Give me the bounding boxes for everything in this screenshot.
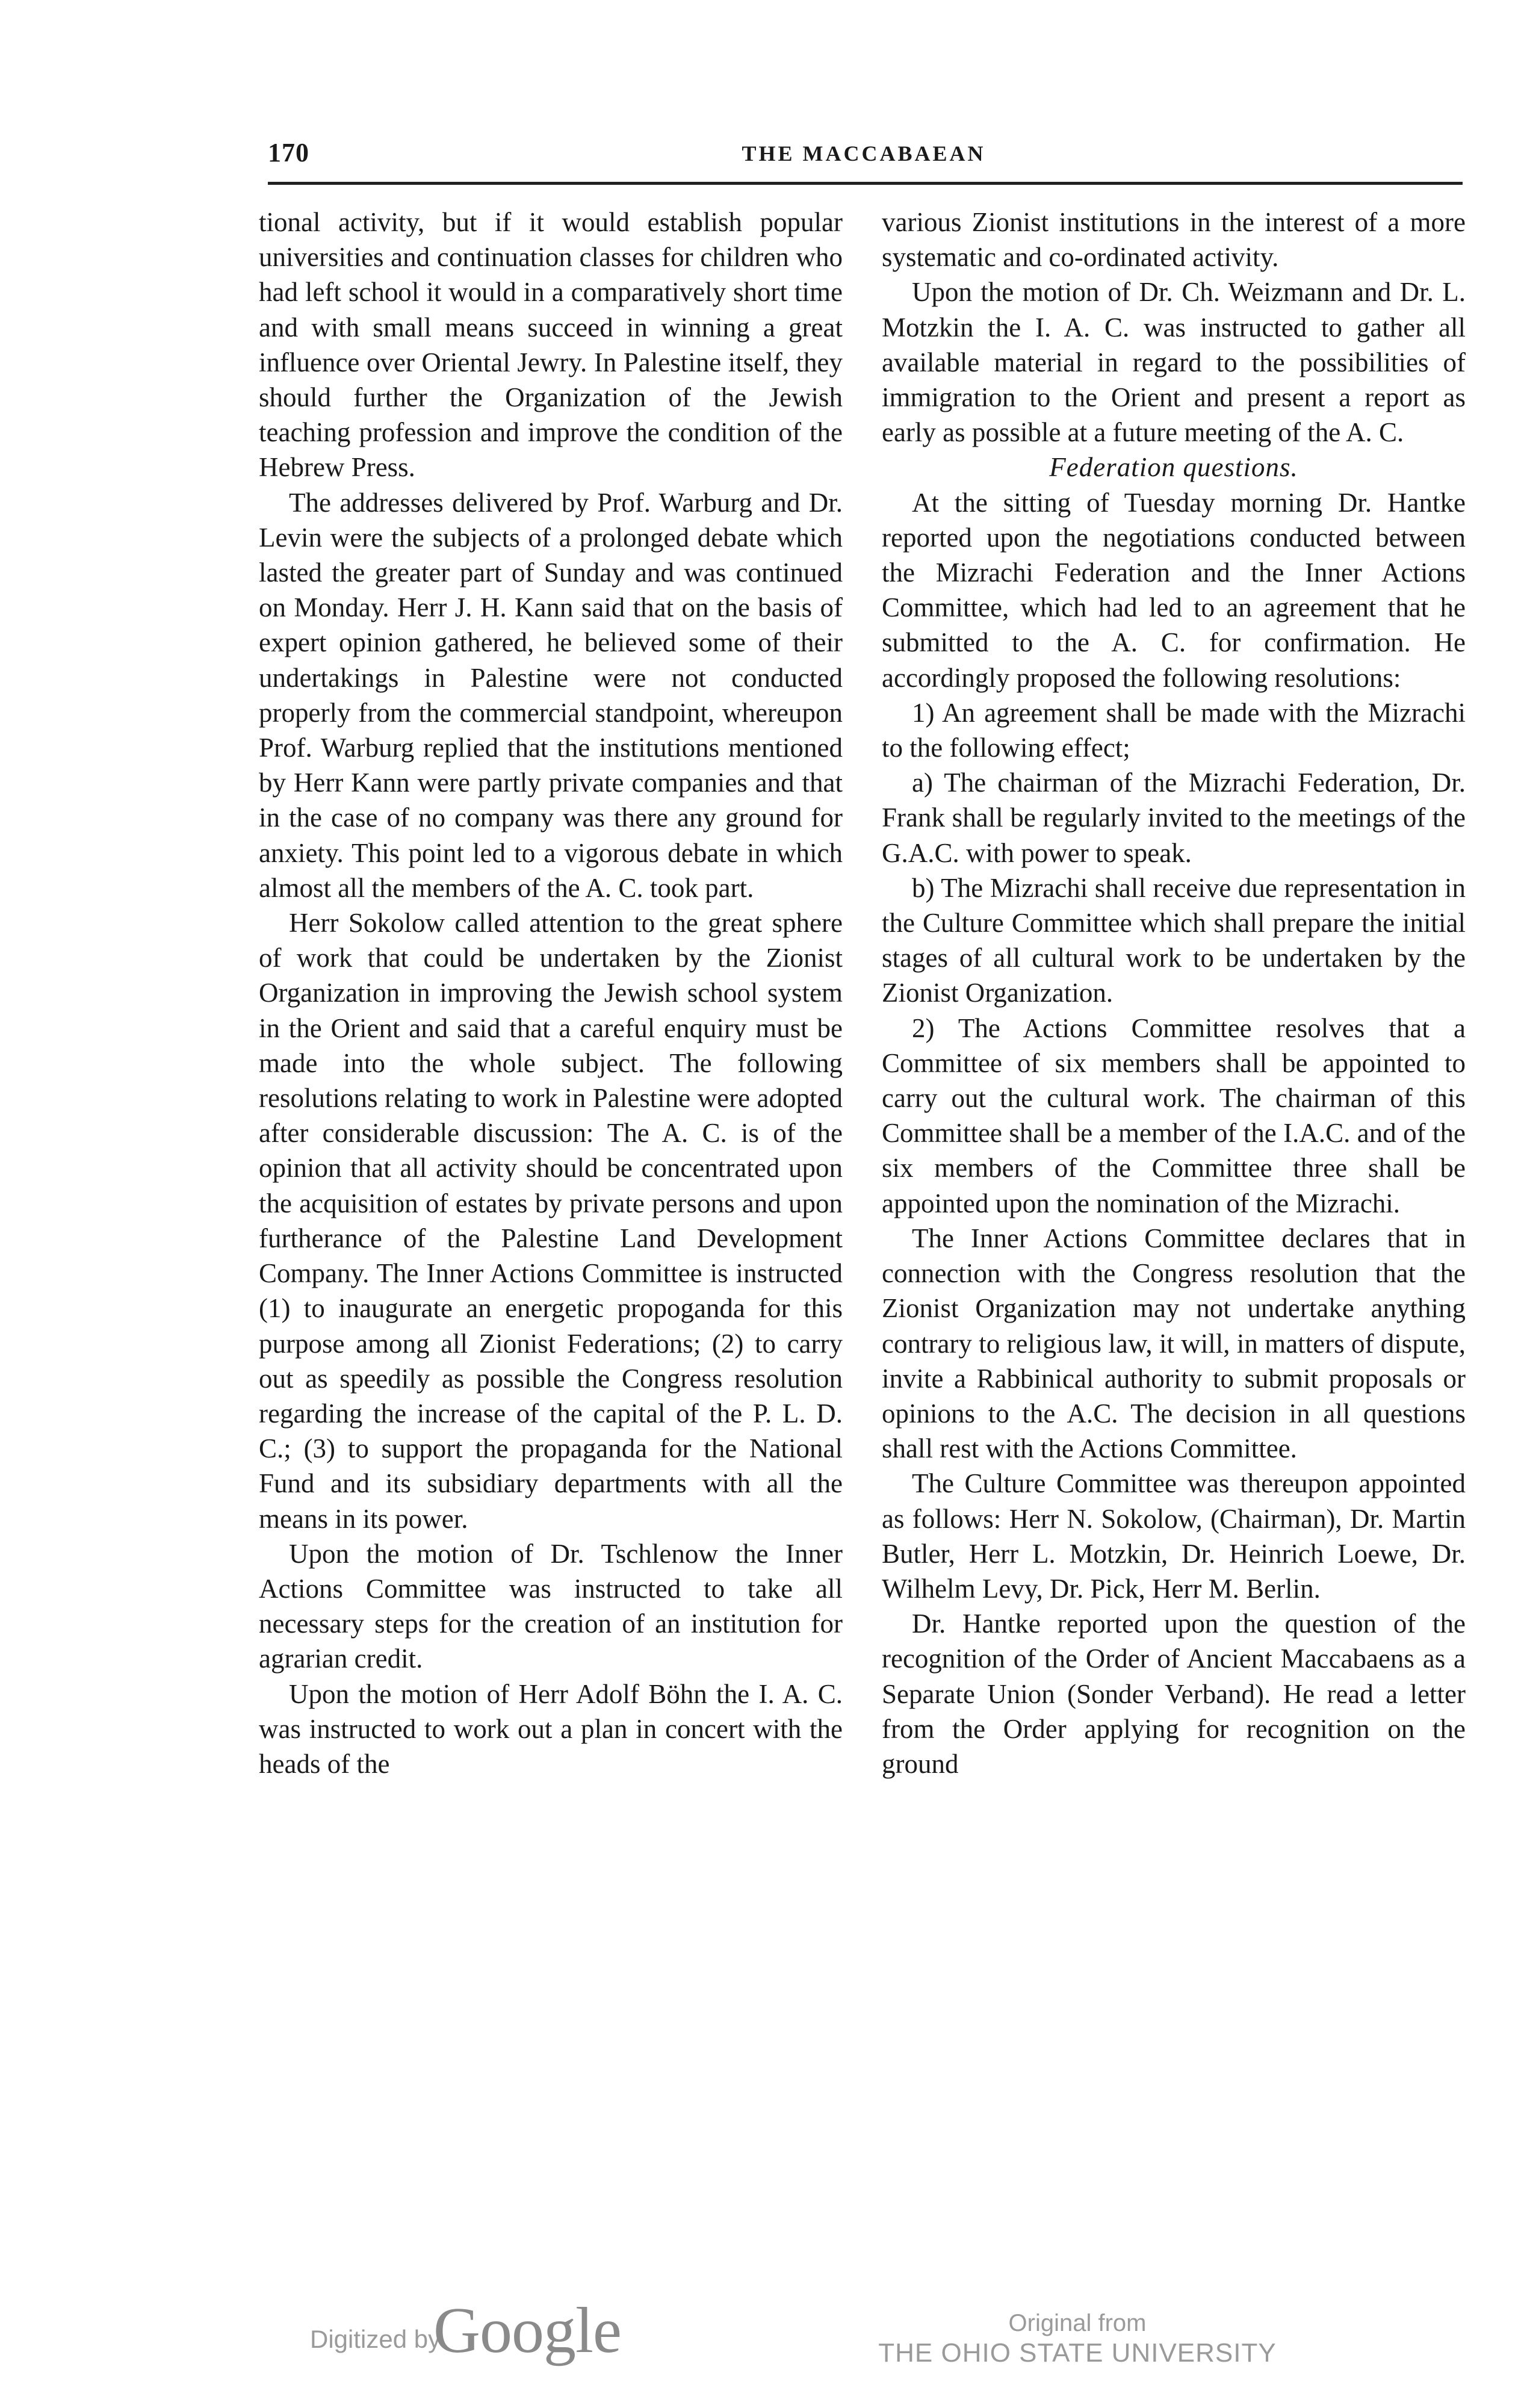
page-header (268, 137, 1460, 173)
left-column (259, 205, 843, 1781)
section-heading: Federation questions. (1049, 452, 1298, 483)
journal-title: THE MACCABAEAN (742, 141, 986, 166)
paragraph: various Zionist institutions in the interest of a more systematic and co-ordinated activity. (882, 207, 1466, 273)
paragraph: 1) An agreement shall be made with the Mizrachi to the following effect; (882, 697, 1466, 763)
university-name: THE OHIO STATE UNIVERSITY (878, 2338, 1277, 2368)
digitized-by-label: Digitized by (310, 2325, 441, 2353)
paragraph: a) The chairman of the Mizrachi Federation, Dr. Frank shall be regularly invited to the meetings of the G.A.C. with power to speak. (882, 768, 1466, 868)
page-number: 170 (268, 138, 309, 167)
paragraph: Upon the motion of Herr Adolf Böhn the I. A. C. was instructed to work out a plan in concert with the heads of the (259, 1678, 843, 1779)
paragraph: At the sitting of Tuesday morning Dr. Hantke reported upon the negotiations conducted between the Mizrachi Federation and the Inner Actions Committee, which had led to an agreement that he submitted to the A. C. for confirmation. He accordingly proposed the following resolutions: (882, 487, 1466, 693)
paragraph: b) The Mizrachi shall receive due representation in the Culture Committee which shall prepare the initial stages of all cultural work to be undertaken by the Zionist Organization. (882, 872, 1466, 1008)
header-rule (268, 182, 1463, 185)
google-logo: Google (433, 2295, 621, 2366)
paragraph: Upon the motion of Dr. Tschlenow the Inner Actions Committee was instructed to take all necessary steps for the creation of an institution for agrarian credit. (259, 1538, 843, 1674)
paragraph: tional activity, but if it would establish popular universities and continuation classes for children who had left school it would in a comparatively short time and with small means succeed in winning a great influence over Oriental Jewry. In Palestine itself, they should further the Organization of the Jewish teaching profession and improve the condition of the Hebrew Press. (259, 207, 843, 483)
paragraph: The Inner Actions Committee declares that in connection with the Congress resolution that the Zionist Organization may not undertake anything contrary to religious law, it will, in matters of dispute, invite a Rabbinical authority to submit proposals or opinions to the A.C. The decision in all questions shall rest with the Actions Committee. (882, 1223, 1466, 1464)
right-column (882, 205, 1466, 1781)
paragraph: The Culture Committee was thereupon appointed as follows: Herr N. Sokolow, (Chairman), Dr. Martin Butler, Herr L. Motzkin, Dr. Heinrich Loewe, Dr. Wilhelm Levy, Dr. Pick, Herr M. Berlin. (882, 1468, 1466, 1604)
paragraph: 2) The Actions Committee resolves that a Committee of six members shall be appointed to carry out the cultural work. The chairman of this Committee shall be a member of the I.A.C. and of the six members of the Committee three shall be appointed upon the nomination of the Mizrachi. (882, 1013, 1466, 1218)
paragraph: Dr. Hantke reported upon the question of the recognition of the Order of Ancient Maccabaens as a Separate Union (Sonder Verband). He read a letter from the Order applying for recognition on the ground (882, 1609, 1466, 1779)
paragraph: The addresses delivered by Prof. Warburg and Dr. Levin were the subjects of a prolonged debate which lasted the greater part of Sunday and was continued on Monday. Herr J. H. Kann said that on the basis of expert opinion gathered, he believed some of their undertakings in Palestine were not conducted properly from the commercial standpoint, whereupon Prof. Warburg replied that the institutions mentioned by Herr Kann were partly private companies and that in the case of no company was there any ground for anxiety. This point led to a vigorous debate in which almost all the members of the A. C. took part. (259, 487, 843, 903)
paragraph: Upon the motion of Dr. Ch. Weizmann and Dr. L. Motzkin the I. A. C. was instructed to gather all available material in regard to the possibilities of immigration to the Orient and present a report as early as possible at a future meeting of the A. C. (882, 277, 1466, 448)
original-from-label: Original from (1008, 2310, 1147, 2336)
original-from-block (867, 2309, 1288, 2369)
paragraph: Herr Sokolow called attention to the great sphere of work that could be undertaken by the Zionist Organization in improving the Jewish school system in the Orient and said that a careful enquiry must be made into the whole subject. The following resolutions relating to work in Palestine were adopted after considerable discussion: The A. C. is of the opinion that all activity should be concentrated upon the acquisition of estates by private persons and upon furtherance of the Palestine Land Development Company. The Inner Actions Committee is instructed (1) to inaugurate an energetic propoganda for this purpose among all Zionist Federations; (2) to carry out as speedily as possible the Congress resolution regarding the increase of the capital of the P. L. D. C.; (3) to support the propaganda for the National Fund and its subsidiary departments with all the means in its power. (259, 908, 843, 1534)
